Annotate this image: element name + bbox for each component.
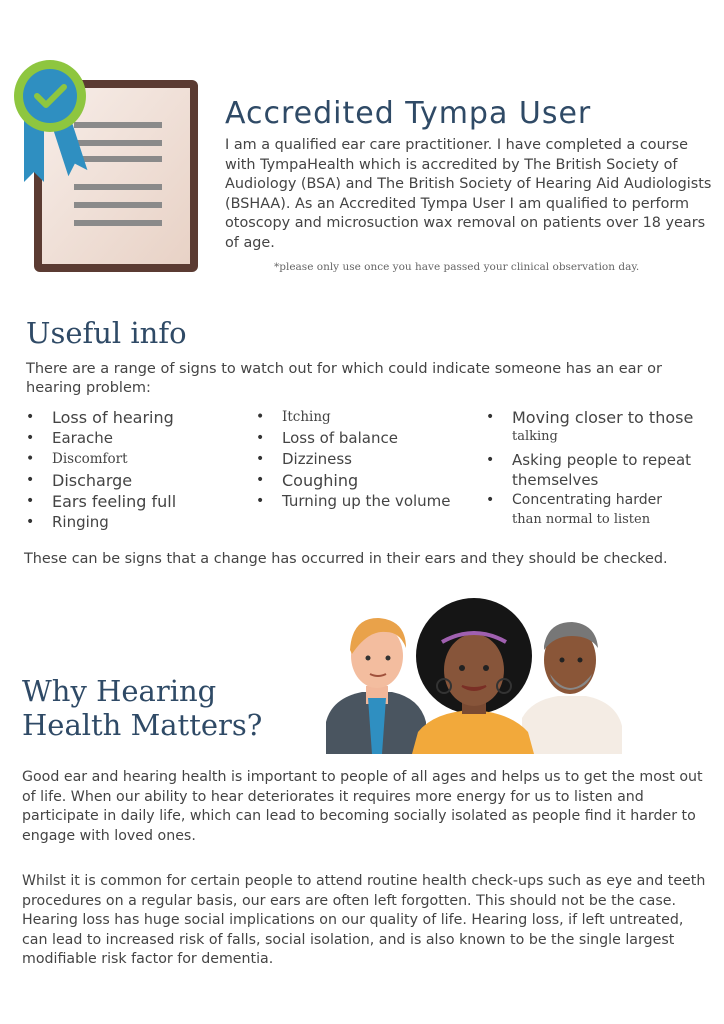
list-item-continuation: talking	[512, 429, 558, 444]
list-item: • Moving closer to those	[486, 407, 716, 428]
hearing-health-paragraph-2: Whilst it is common for certain people to attend routine health check-ups such as eye and teeth procedures on a regular basis, our ears are often left forgotten. This should not be the case. Hearing loss has huge social implications on our quality of life. Hearing loss, if left untreated, can lead to increased risk of falls, social isolation, and is also known to be the single largest modifiable risk factor for dementia.	[22, 873, 706, 968]
clinical-observation-note: *please only use once you have passed your clinical observation day.	[274, 261, 640, 273]
hearing-health-paragraph-1: Good ear and hearing health is important to people of all ages and helps us to get the most out of life. When our ability to hear deteriorates it requires more energy for us to listen and participate in daily life, which can lead to becoming socially isolated as people find it harder to engage with loved ones.	[22, 769, 703, 844]
list-item: • Earache	[26, 428, 246, 449]
list-item: • Loss of hearing	[26, 407, 246, 428]
list-item: • Coughing	[256, 470, 481, 491]
signs-closing-note: These can be signs that a change has occurred in their ears and they should be checked.	[24, 551, 668, 567]
signs-list-column-3	[486, 407, 716, 529]
list-item: • Loss of balance	[256, 428, 481, 449]
list-item: • Turning up the volume	[256, 491, 481, 512]
list-item-continuation: themselves	[512, 471, 599, 489]
list-item: • Discomfort	[26, 449, 246, 470]
list-item: • Discharge	[26, 470, 246, 491]
signs-list-column-1	[26, 407, 246, 533]
why-heading-line-1: Why Hearing	[22, 674, 217, 708]
accredited-title: Accredited Tympa User	[225, 96, 592, 131]
certificate-icon	[8, 58, 204, 278]
people-illustration	[322, 594, 632, 754]
list-item: • Ringing	[26, 512, 246, 533]
list-item: • Dizziness	[256, 449, 481, 470]
list-item: • Asking people to repeat	[486, 450, 716, 471]
why-heading-line-2: Health Matters?	[22, 708, 263, 742]
list-item: • Concentrating harder	[486, 490, 716, 511]
why-hearing-heading	[22, 674, 262, 742]
useful-info-intro: There are a range of signs to watch out for which could indicate someone has an ear or hearing problem:	[26, 361, 662, 396]
accredited-description: I am a qualified ear care practitioner. I have completed a course with TympaHealth which is accredited by The British Society of Audiology (BSA) and The British Society of Hearing Aid Audiologists (BSHAA). As an Accredited Tympa User I am qualified to perform otoscopy and microsuction wax removal on patients over 18 years of age.	[225, 137, 712, 251]
list-item-continuation: than normal to listen	[512, 512, 651, 527]
signs-list-column-2	[256, 407, 481, 512]
list-item: • Ears feeling full	[26, 491, 246, 512]
list-item: • Itching	[256, 407, 481, 428]
useful-info-heading: Useful info	[26, 316, 187, 350]
